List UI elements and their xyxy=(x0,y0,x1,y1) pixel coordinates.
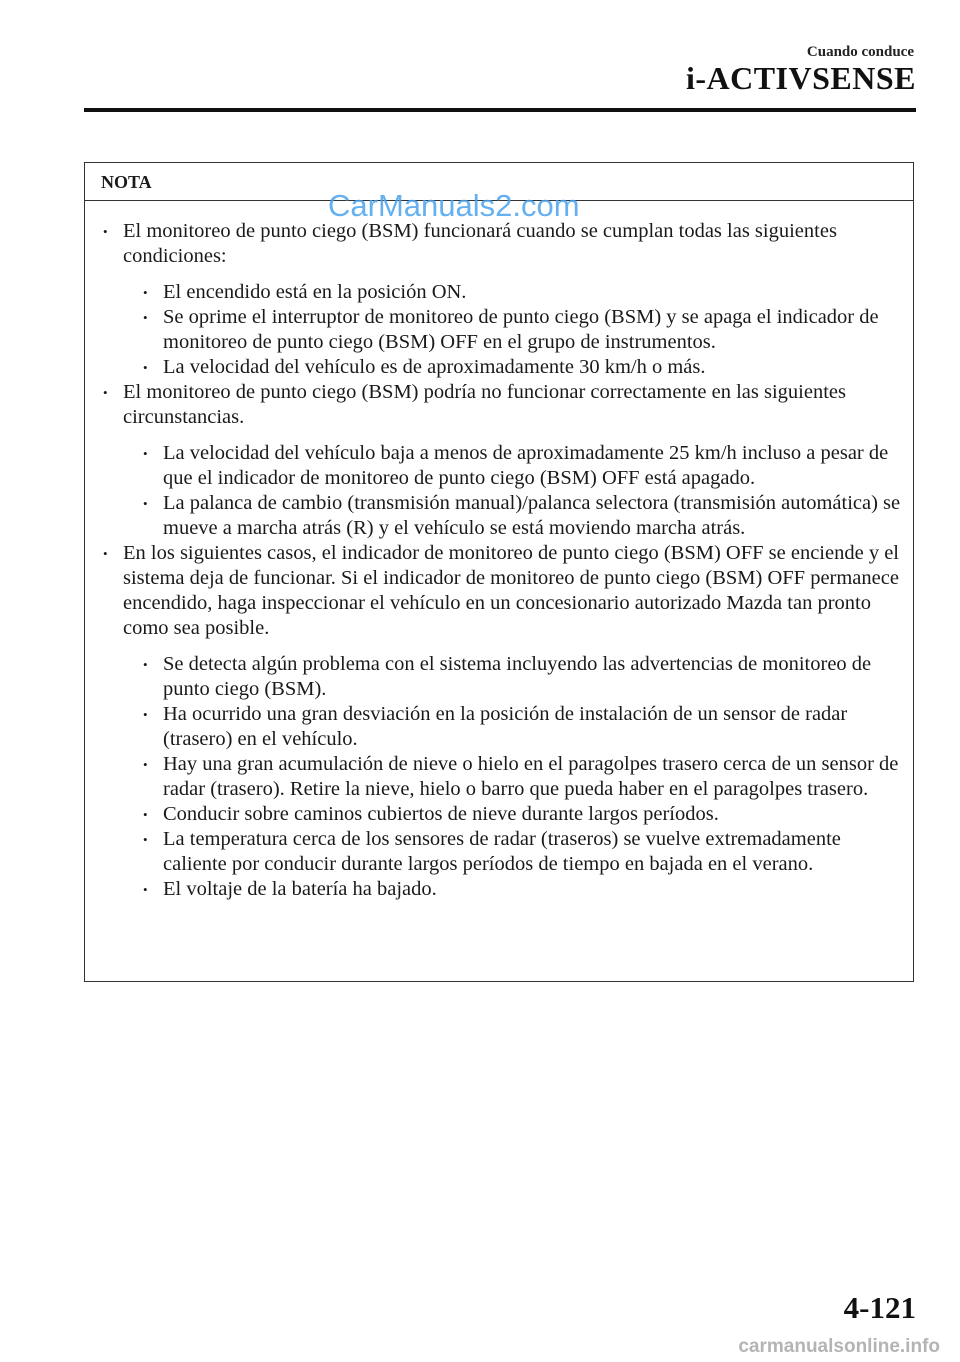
note-item xyxy=(103,219,903,380)
sub-item: • La velocidad del vehículo es de aproximadamente 30 km/h o más. xyxy=(123,355,903,380)
note-item-text: En los siguientes casos, el indicador de monitoreo de punto ciego (BSM) OFF se enciende y el sistema deja de funcionar. Si el indicador de monitoreo de punto ciego (BSM) OFF permanece encendido, haga inspeccionar el vehículo en un concesionario autorizado Mazda tan pronto como sea posible. xyxy=(123,542,899,639)
watermark-top: CarManuals2.com xyxy=(328,188,580,223)
sub-item: • Se detecta algún problema con el sistema incluyendo las advertencias de monitoreo de punto ciego (BSM). xyxy=(123,652,903,702)
sub-item: • La palanca de cambio (transmisión manual)/palanca selectora (transmisión automática) se mueve a marcha atrás (R) y el vehículo se está moviendo marcha atrás. xyxy=(123,491,903,541)
note-item-text: El monitoreo de punto ciego (BSM) funcionará cuando se cumplan todas las siguientes condiciones: xyxy=(123,220,837,267)
sublist xyxy=(123,280,903,380)
section-label: Cuando conduce xyxy=(806,44,914,60)
header-divider xyxy=(84,108,916,112)
sub-item: • La temperatura cerca de los sensores de radar (traseros) se vuelve extremadamente caliente por conducir durante largos períodos de tiempo en bajada en el verano. xyxy=(123,827,903,877)
note-item xyxy=(103,380,903,541)
sub-item: • Hay una gran acumulación de nieve o hielo en el paragolpes trasero cerca de un sensor de radar (trasero). Retire la nieve, hielo o barro que pueda haber en el paragolpes trasero. xyxy=(123,752,903,802)
page-number: 4-121 xyxy=(843,1290,916,1325)
sub-item: • El voltaje de la batería ha bajado. xyxy=(123,877,903,902)
page-title: i-ACTIVSENSE xyxy=(685,60,916,96)
sub-item: • Conducir sobre caminos cubiertos de nieve durante largos períodos. xyxy=(123,802,903,827)
note-label: NOTA xyxy=(85,163,913,201)
note-item xyxy=(103,541,903,902)
sub-item: • La velocidad del vehículo baja a menos de aproximadamente 25 km/h incluso a pesar de que el indicador de monitoreo de punto ciego (BSM) OFF está apagado. xyxy=(123,441,903,491)
note-body xyxy=(85,201,913,902)
sub-item: • Ha ocurrido una gran desviación en la posición de instalación de un sensor de radar (trasero) en el vehículo. xyxy=(123,702,903,752)
watermark-bottom: carmanualsonline.info xyxy=(738,1336,940,1357)
sub-item: • Se oprime el interruptor de monitoreo de punto ciego (BSM) y se apaga el indicador de monitoreo de punto ciego (BSM) OFF en el grupo de instrumentos. xyxy=(123,305,903,355)
sub-item: • El encendido está en la posición ON. xyxy=(123,280,903,305)
sublist xyxy=(123,652,903,902)
note-item-text: El monitoreo de punto ciego (BSM) podría no funcionar correctamente en las siguientes circunstancias. xyxy=(123,381,846,428)
sublist xyxy=(123,441,903,541)
note-box xyxy=(84,162,914,982)
